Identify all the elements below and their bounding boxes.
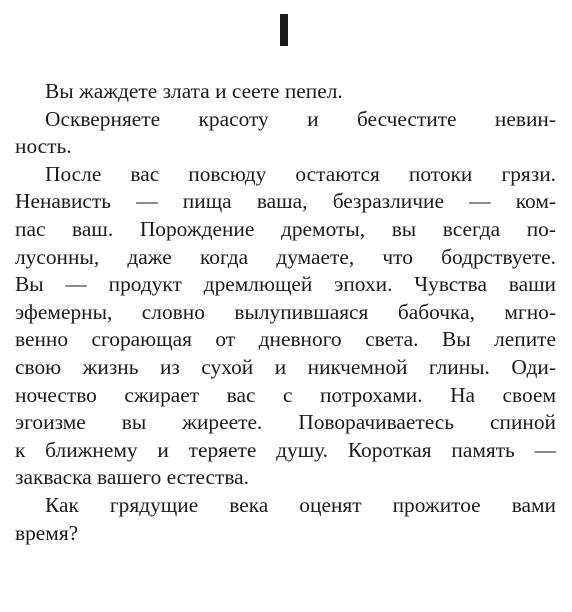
text-line: Оскверняете красоту и бесчестите невин- (45, 106, 556, 131)
text-line: эгоизме вы жиреете. Поворачиваетесь спиной (15, 410, 556, 435)
text-line: эфемерны, словно вылупившаяся бабочка, мгно- (15, 299, 556, 324)
text-line: к ближнему и теряете душу. Короткая память — (15, 437, 556, 462)
text-line: Вы жаждете злата и сеете пепел. (45, 79, 343, 103)
text-line: пас ваш. Порождение дремоты, вы всегда по- (15, 216, 556, 241)
text-line: После вас повсюду остаются потоки грязи. (45, 161, 556, 186)
text-line: лусонны, даже когда думаете, что бодрствуете. (15, 244, 556, 269)
text-line: свою жизнь из сухой и никчемной глины. Оди- (15, 354, 556, 379)
text-line: ночество сжирает вас с потрохами. На своем (15, 382, 556, 407)
text-line: ность. (15, 134, 72, 159)
text-line: Вы — продукт дремлющей эпохи. Чувства ваши (15, 272, 556, 297)
body-text (15, 78, 556, 547)
text-line: время? (15, 520, 79, 545)
text-line: закваска вашего естества. (15, 465, 250, 490)
chapter-number-mark (280, 14, 288, 46)
text-line: Ненависть — пища ваша, безразличие — ком- (15, 189, 556, 214)
text-line: Как грядущие века оценят прожитое вами (45, 492, 556, 517)
text-line: венно сгорающая от дневного света. Вы лепите (15, 327, 556, 352)
